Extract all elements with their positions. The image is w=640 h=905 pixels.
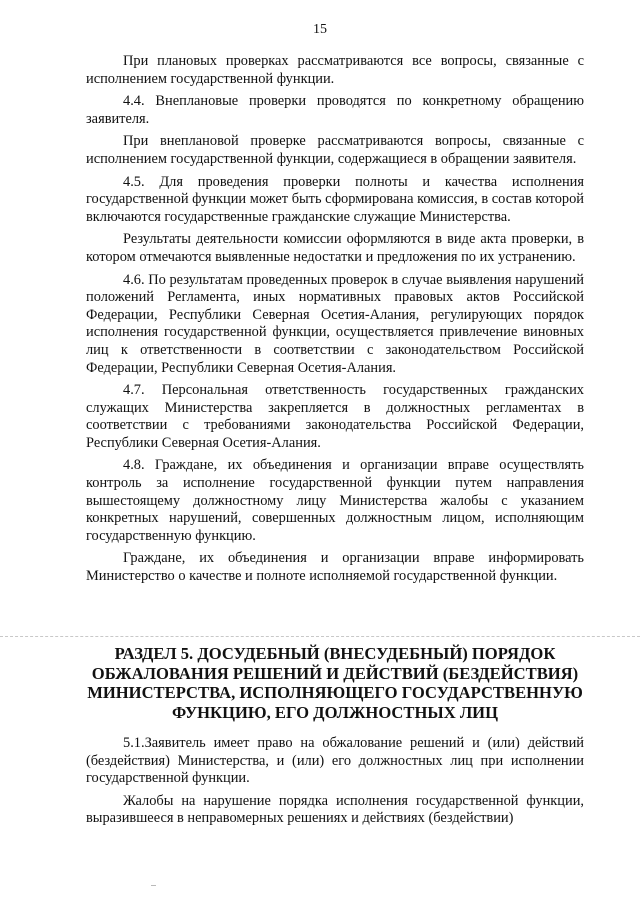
scan-artifact-dot xyxy=(151,885,156,886)
paragraph-complaints: Жалобы на нарушение порядка исполнения государственной функции, выразившееся в неправомерных решениях и действиях (бездействии) xyxy=(86,792,584,827)
section-4-text xyxy=(86,53,584,591)
paragraph-citizens-inform: Граждане, их объединения и организации вправе информировать Министерство о качестве и полноте исполняемой государственной функции. xyxy=(86,550,584,585)
paragraph-4-4: 4.4. Внеплановые проверки проводятся по конкретному обращению заявителя. xyxy=(86,93,584,127)
paragraph-4-6: 4.6. По результатам проведенных проверок в случае выявления нарушений положений Регламента, иных нормативных правовых актов Российской Федерации, Республики Северная Осетия-Алания, регулирующих порядок исполнения государственной функции, осуществляется привлечение виновных лиц к ответственности в соответствии с законодательством Российской Федерации, Республики Северная Осетия-Алания. xyxy=(86,271,584,376)
heading-line: ФУНКЦИЮ, ЕГО ДОЛЖНОСТНЫХ ЛИЦ xyxy=(171,702,499,722)
paragraph-4-7: 4.7. Персональная ответственность государственных гражданских служащих Министерства закрепляется в должностных регламентах в соответствии с требованиями законодательства Российской Федерации, Республики Северная Осетия-Алания. xyxy=(86,382,584,451)
section-5-text xyxy=(86,735,584,833)
heading-line: МИНИСТЕРСТВА, ИСПОЛНЯЮЩЕГО ГОСУДАРСТВЕННУЮ xyxy=(87,683,583,703)
paragraph-commission-results: Результаты деятельности комиссии оформляются в виде акта проверки, в котором отмечаются выявленные недостатки и предложения по их устранению. xyxy=(86,231,584,265)
heading-line: РАЗДЕЛ 5. ДОСУДЕБНЫЙ (ВНЕСУДЕБНЫЙ) ПОРЯДОК xyxy=(114,644,556,663)
section-5-heading xyxy=(86,644,584,722)
scan-artifact-line xyxy=(0,636,640,637)
paragraph-4-5: 4.5. Для проведения проверки полноты и качества исполнения государственной функции может быть сформирована комиссия, в состав которой включаются государственные гражданские служащие Министерства. xyxy=(86,173,584,225)
page-number: 15 xyxy=(313,22,327,37)
paragraph-unscheduled-inspection: При внеплановой проверке рассматриваются вопросы, связанные с исполнением государственной функции, содержащиеся в обращении заявителя. xyxy=(86,133,584,167)
paragraph-5-1: 5.1.Заявитель имеет право на обжалование решений и (или) действий (бездействия) Министерства, и (или) его должностных лиц при исполнении государственной функции. xyxy=(86,735,584,787)
paragraph-4-8: 4.8. Граждане, их объединения и организации вправе осуществлять контроль за исполнение государственной функции путем направления вышестоящему должностному лицу Министерства жалобы с указанием конкретных нарушений, совершенных должностным лицом, исполняющим государственную функцию. xyxy=(86,457,584,544)
heading-line: ОБЖАЛОВАНИЯ РЕШЕНИЙ И ДЕЙСТВИЙ (БЕЗДЕЙСТВИЯ) xyxy=(91,663,579,683)
paragraph-planned-inspections: При плановых проверках рассматриваются все вопросы, связанные с исполнением государственной функции. xyxy=(86,53,584,87)
